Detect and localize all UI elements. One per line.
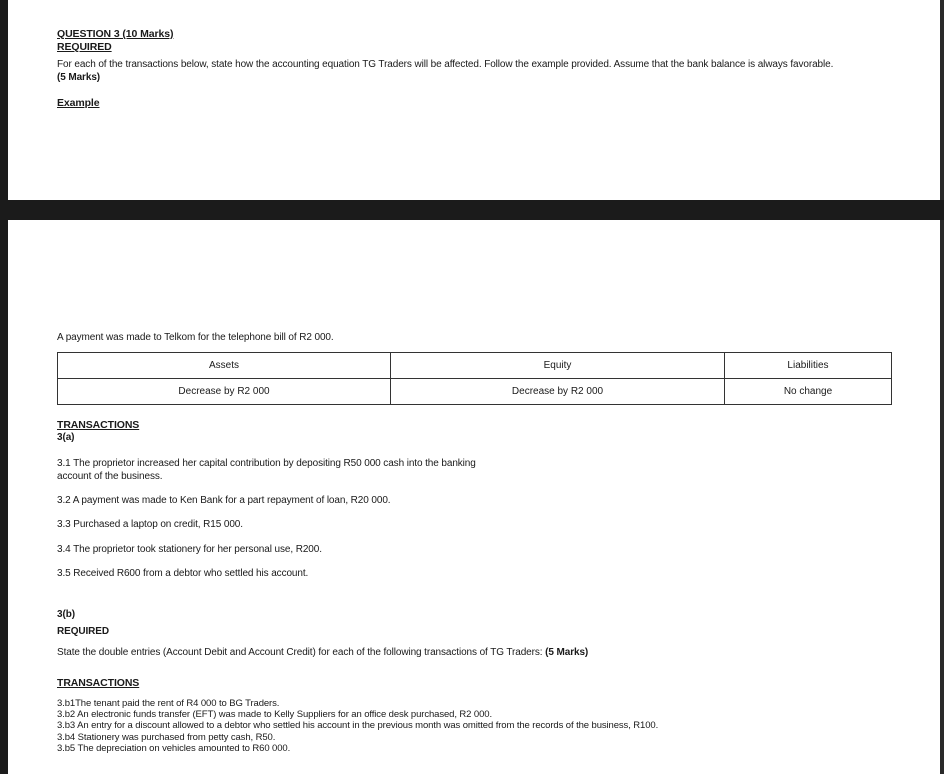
marks-text: (5 Marks): [57, 72, 101, 83]
transaction-3-b2: 3.b2 An electronic funds transfer (EFT) was made to Kelly Suppliers for an office desk purchased, R2 000.: [57, 709, 492, 720]
header-liabilities: Liabilities: [725, 353, 892, 379]
frame-border-left-lower: [0, 220, 8, 774]
transactions-heading-a: TRANSACTIONS: [57, 419, 140, 431]
required-heading-b: REQUIRED: [57, 626, 109, 637]
page-divider: [0, 200, 944, 220]
transaction-3-2: 3.2 A payment was made to Ken Bank for a part repayment of loan, R20 000.: [57, 495, 391, 506]
transaction-3-b1: 3.b1The tenant paid the rent of R4 000 to BG Traders.: [57, 698, 280, 709]
cell-assets: Decrease by R2 000: [58, 379, 391, 405]
example-text: A payment was made to Telkom for the telephone bill of R2 000.: [57, 332, 334, 343]
transaction-3-1: 3.1 The proprietor increased her capital contribution by depositing R50 000 cash into the banking: [57, 458, 476, 469]
example-heading: Example: [57, 97, 100, 109]
transaction-3-b4: 3.b4 Stationery was purchased from petty cash, R50.: [57, 732, 276, 743]
transaction-3-4: 3.4 The proprietor took stationery for her personal use, R200.: [57, 544, 322, 555]
transaction-3-3: 3.3 Purchased a laptop on credit, R15 000.: [57, 519, 243, 530]
instruction-text: For each of the transactions below, state how the accounting equation TG Traders will be affected. Follow the example provided. Assume that the bank balance is always favorable.: [57, 59, 834, 70]
table-header-row: [58, 353, 892, 379]
cell-equity: Decrease by R2 000: [391, 379, 725, 405]
header-assets: Assets: [58, 353, 391, 379]
part-a-label: 3(a): [57, 432, 75, 443]
part-b-label: 3(b): [57, 609, 75, 620]
required-heading: REQUIRED: [57, 41, 112, 53]
part-b-instruction-text: State the double entries (Account Debit and Account Credit) for each of the following transactions of TG Traders:: [57, 647, 546, 658]
transaction-3-b3: 3.b3 An entry for a discount allowed to a debtor who settled his account in the previous month was omitted from the records of the business, R100.: [57, 720, 659, 731]
frame-border-right: [940, 0, 944, 200]
cell-liabilities: No change: [725, 379, 892, 405]
transaction-3-1-cont: account of the business.: [57, 471, 163, 482]
accounting-equation-table: [57, 352, 892, 405]
part-b-instruction: [57, 647, 588, 658]
frame-border-left: [0, 0, 8, 200]
header-equity: Equity: [391, 353, 725, 379]
question-title: QUESTION 3 (10 Marks): [57, 28, 174, 40]
transaction-3-b5: 3.b5 The depreciation on vehicles amounted to R60 000.: [57, 743, 291, 754]
transaction-3-5: 3.5 Received R600 from a debtor who settled his account.: [57, 568, 309, 579]
transactions-heading-b: TRANSACTIONS: [57, 677, 140, 689]
table-row: [58, 379, 892, 405]
frame-border-right-lower: [940, 220, 944, 774]
part-b-marks: (5 Marks): [545, 647, 589, 658]
